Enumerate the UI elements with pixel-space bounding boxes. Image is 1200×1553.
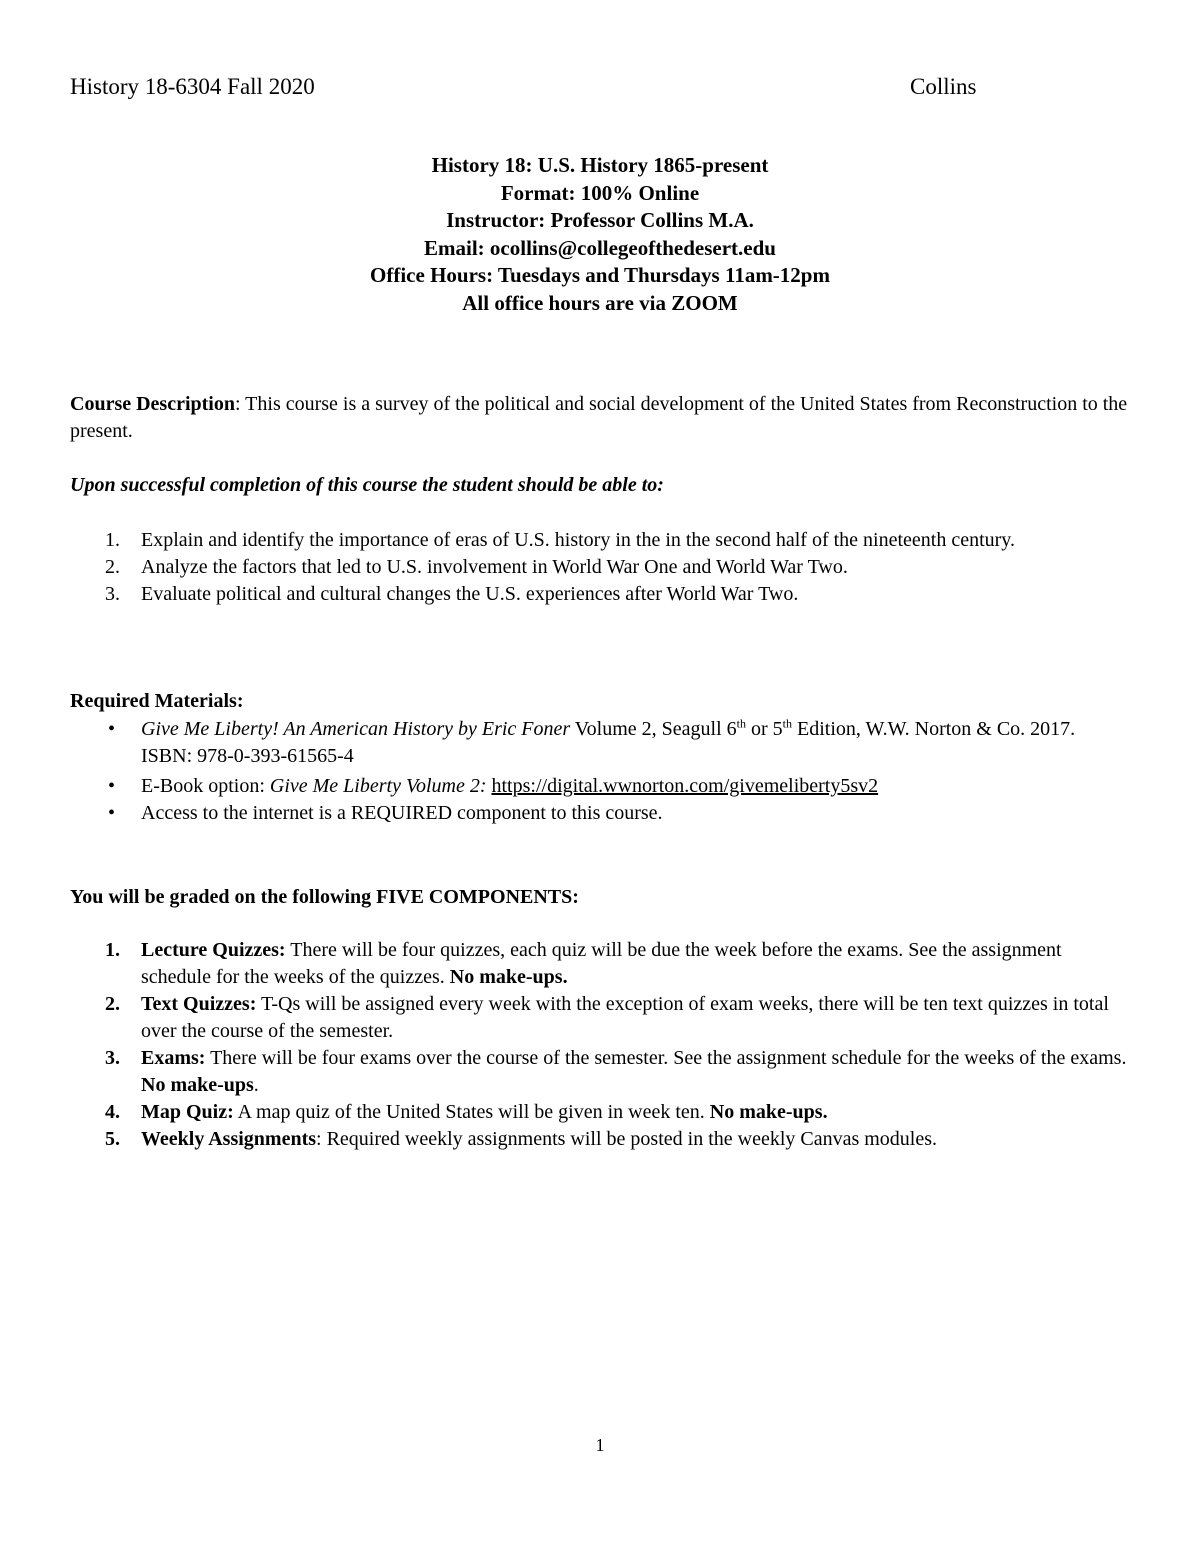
course-description-text: : This course is a survey of the political and social development of the United States from Reconstruction to the present. bbox=[70, 393, 1128, 442]
component-policy: No make-ups. bbox=[709, 1101, 828, 1123]
grading-list bbox=[70, 937, 1130, 1153]
office-hours: Office Hours: Tuesdays and Thursdays 11am-12pm bbox=[370, 263, 830, 287]
list-item-number: 2. bbox=[105, 993, 120, 1015]
ebook-title: Give Me Liberty Volume 2: bbox=[269, 775, 487, 797]
header-course-code: History 18-6304 Fall 2020 bbox=[70, 74, 315, 99]
book-title: Give Me Liberty! An American History by Eric Foner bbox=[141, 718, 571, 740]
component-text: A map quiz of the United States will be given in week ten. bbox=[233, 1101, 710, 1123]
list-item bbox=[70, 527, 1130, 554]
component-label: Text Quizzes: bbox=[141, 993, 257, 1015]
component-text: There will be four quizzes, each quiz will be due the week before the exams. See the assignment schedule for the weeks of the quizzes. bbox=[141, 939, 1062, 988]
outcomes-heading-text: Upon successful completion of this course the student should be able to: bbox=[70, 474, 664, 496]
component-label: Map Quiz: bbox=[141, 1101, 234, 1123]
component-policy: No make-ups bbox=[141, 1074, 254, 1096]
list-item-number: 4. bbox=[105, 1101, 120, 1123]
grading-heading-text: You will be graded on the following FIVE COMPONENTS: bbox=[70, 886, 579, 908]
course-description-label: Course Description bbox=[70, 393, 235, 415]
list-item bbox=[70, 773, 1130, 800]
component-text: : Required weekly assignments will be posted in the weekly Canvas modules. bbox=[316, 1128, 938, 1150]
page-number: 1 bbox=[595, 1435, 605, 1455]
list-item bbox=[70, 554, 1130, 581]
office-hours-note: All office hours are via ZOOM bbox=[462, 290, 738, 315]
edition-suffix: th bbox=[782, 716, 793, 731]
list-item bbox=[70, 716, 1130, 770]
list-item bbox=[70, 991, 1130, 1045]
materials-heading bbox=[70, 688, 1130, 715]
list-item-number: 2. bbox=[105, 556, 120, 578]
title-block bbox=[0, 152, 1200, 317]
book-edition-alt: or 5 bbox=[746, 718, 783, 740]
list-item-number: 3. bbox=[105, 1047, 120, 1069]
list-item bbox=[70, 1099, 1130, 1126]
materials-list bbox=[70, 716, 1130, 827]
component-text: There will be four exams over the course of the semester. See the assignment schedule for the weeks of the exams. bbox=[205, 1047, 1127, 1069]
list-item-text: Analyze the factors that led to U.S. involvement in World War One and World War Two. bbox=[141, 556, 848, 578]
list-item bbox=[70, 800, 1130, 827]
list-item bbox=[70, 937, 1130, 991]
list-item bbox=[70, 581, 1130, 608]
ebook-link[interactable]: https://digital.wwnorton.com/givemeliberty5sv2 bbox=[491, 775, 879, 797]
outcomes-list bbox=[70, 527, 1130, 608]
list-item-text: Explain and identify the importance of eras of U.S. history in the in the second half of the nineteenth century. bbox=[141, 529, 1016, 551]
book-volume: Volume 2, Seagull 6 bbox=[570, 718, 737, 740]
component-label: Exams: bbox=[141, 1047, 206, 1069]
edition-suffix: th bbox=[736, 716, 746, 731]
list-item bbox=[70, 1045, 1130, 1099]
instructor-name: Instructor: Professor Collins M.A. bbox=[446, 208, 754, 232]
list-item-text: Evaluate political and cultural changes the U.S. experiences after World War Two. bbox=[141, 583, 799, 605]
list-item-number: 5. bbox=[105, 1128, 120, 1150]
list-item-number: 1. bbox=[105, 939, 120, 961]
bullet-icon: • bbox=[108, 718, 116, 740]
component-label: Weekly Assignments bbox=[141, 1128, 317, 1150]
internet-requirement: Access to the internet is a REQUIRED component to this course. bbox=[141, 802, 663, 824]
ebook-label: E-Book option: bbox=[141, 775, 270, 797]
course-description bbox=[70, 391, 1130, 445]
component-policy: No make-ups. bbox=[449, 966, 568, 988]
grading-heading bbox=[70, 884, 1130, 911]
component-label: Lecture Quizzes: bbox=[141, 939, 286, 961]
book-publisher-isbn: Edition, W.W. Norton & Co. 2017. ISBN: 978-0-393-61565-4 bbox=[141, 718, 1076, 767]
materials-heading-text: Required Materials: bbox=[70, 690, 244, 712]
course-format: Format: 100% Online bbox=[500, 180, 700, 205]
list-item-number: 3. bbox=[105, 583, 120, 605]
component-punctuation: . bbox=[253, 1074, 259, 1096]
list-item-number: 1. bbox=[105, 529, 120, 551]
list-item bbox=[70, 1126, 1130, 1153]
component-text: T-Qs will be assigned every week with the exception of exam weeks, there will be ten text quizzes in total over the course of the semester. bbox=[141, 993, 1109, 1042]
bullet-icon: • bbox=[108, 802, 116, 824]
instructor-email: Email: ocollins@collegeofthedesert.edu bbox=[424, 235, 776, 260]
outcomes-heading bbox=[70, 472, 1130, 499]
course-title: History 18: U.S. History 1865-present bbox=[431, 153, 769, 177]
bullet-icon: • bbox=[108, 775, 116, 797]
header-instructor: Collins bbox=[910, 74, 977, 99]
